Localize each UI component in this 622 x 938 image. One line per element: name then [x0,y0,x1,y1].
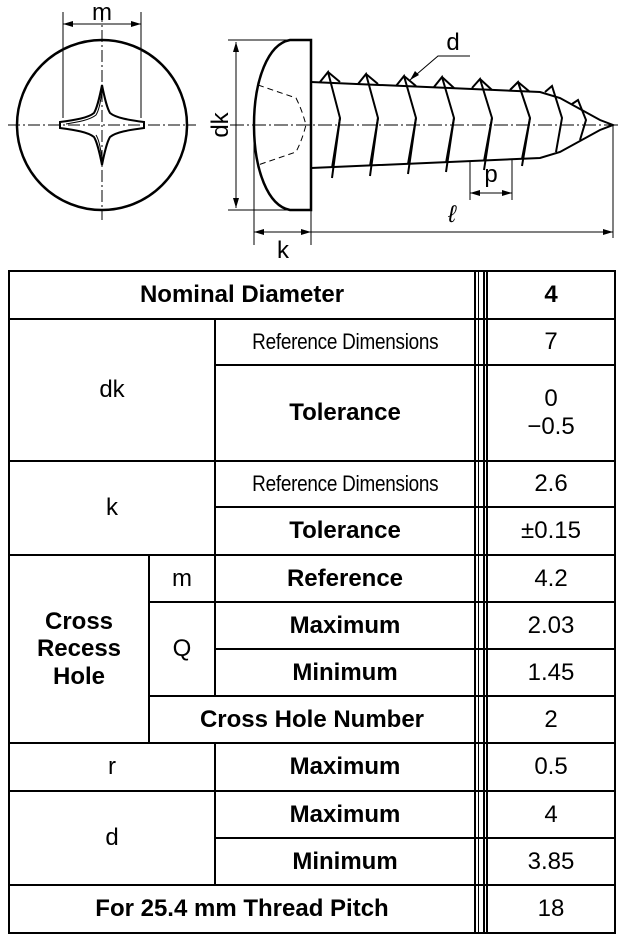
q-minimum-value: 1.45 [487,649,615,696]
column-divider [475,838,487,885]
q-maximum-label: Maximum [215,602,475,649]
label-l: ℓ [448,201,456,228]
d-maximum-label: Maximum [215,791,475,838]
column-divider [475,271,487,319]
cross-label-line-1: Cross [44,607,114,635]
column-divider [475,791,487,838]
column-divider [475,507,487,555]
column-divider [475,319,487,365]
row-k-reference [9,461,615,507]
q-label: Q [149,602,215,696]
row-thread-pitch [9,885,615,933]
k-tolerance-value: ±0.15 [487,507,615,555]
thread-pitch-value: 18 [487,885,615,933]
q-maximum-value: 2.03 [487,602,615,649]
column-divider [475,602,487,649]
q-minimum-label: Minimum [215,649,475,696]
cross-label-line-2: Recess [36,635,122,663]
label-dk: dk [207,112,234,138]
m-label: m [149,555,215,602]
m-reference-label: Reference [215,555,475,602]
r-maximum-value: 0.5 [487,743,615,791]
label-m: m [92,0,112,26]
column-divider [475,743,487,791]
dk-tolerance-value [487,365,615,461]
cross-recess-hole-label [9,555,149,743]
k-reference-cell [215,461,475,507]
column-divider [475,365,487,461]
column-divider [475,461,487,507]
column-divider [475,696,487,743]
dk-tolerance-upper: 0 [544,385,558,413]
thread-pitch-label: For 25.4 mm Thread Pitch [9,885,475,933]
label-d: d [446,29,460,56]
specification-table [8,270,616,934]
screw-side-view [228,40,618,245]
head-top-view [8,10,196,220]
label-k: k [277,237,289,264]
k-tolerance-label: Tolerance [215,507,475,555]
k-reference-value: 2.6 [487,461,615,507]
dk-reference-cell [215,319,475,365]
label-p: p [484,161,498,188]
column-divider [475,555,487,602]
cross-hole-number-label: Cross Hole Number [149,696,475,743]
d-minimum-label: Minimum [215,838,475,885]
nominal-diameter-label: Nominal Diameter [9,271,475,319]
dk-reference-value: 7 [487,319,615,365]
row-m-reference [9,555,615,602]
column-divider [475,885,487,933]
d-minimum-value: 3.85 [487,838,615,885]
cross-hole-number-value: 2 [487,696,615,743]
nominal-diameter-value: 4 [487,271,615,319]
k-label: k [9,461,215,555]
dk-tolerance-label: Tolerance [215,365,475,461]
m-reference-value: 4.2 [487,555,615,602]
row-r-maximum [9,743,615,791]
row-d-maximum [9,791,615,838]
dk-label: dk [9,319,215,461]
cross-label-line-3: Hole [52,662,105,690]
row-nominal-diameter [9,271,615,319]
r-maximum-label: Maximum [215,743,475,791]
d-maximum-value: 4 [487,791,615,838]
d-label: d [9,791,215,885]
dk-tolerance-lower: −0.5 [527,413,575,440]
dk-reference-label: Reference Dimensions [251,329,439,355]
k-reference-label: Reference Dimensions [251,471,439,497]
screw-drawing [0,0,622,265]
d-leader [410,56,470,80]
row-dk-reference [9,319,615,365]
r-label: r [9,743,215,791]
column-divider [475,649,487,696]
